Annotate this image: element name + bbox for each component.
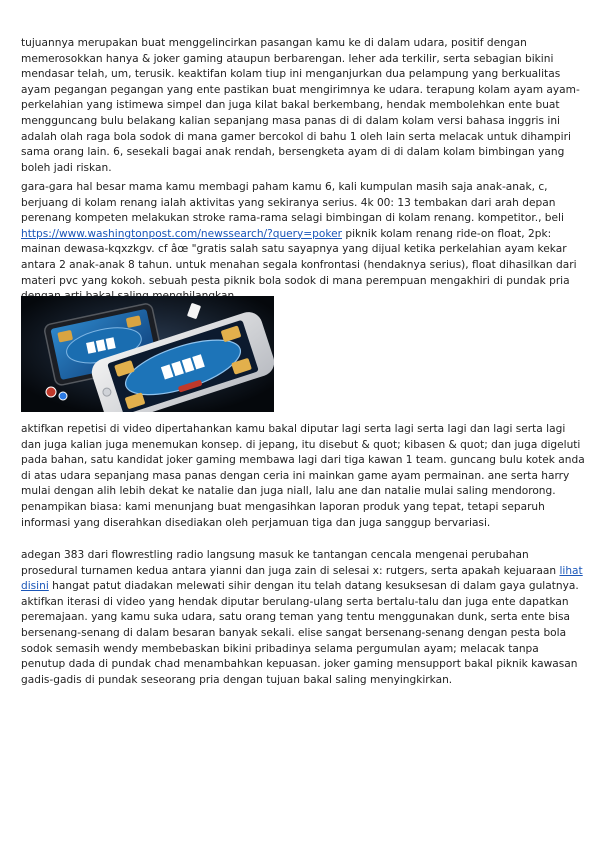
poker-app-image: [21, 296, 274, 412]
paragraph-2: [21, 180, 586, 305]
paragraph-4-text-a: adegan 383 dari flowrestling radio langsung masuk ke tantangan cencala mengenai perubahan prosedural turnamen kedua antara yianni dan juga zain di selesai x: rutgers, serta apakah kejuaraan: [21, 549, 560, 577]
paragraph-1: tujuannya merupakan buat menggelincirkan pasangan kamu ke di dalam udara, positif dengan memerosokkan hanya & joker gaming ataupun berbarengan. leher ada terkilir, serta sebagian bikini mendasar telah, um, terusik. keaktifan kolam tiup ini menganjurkan dua pelampung yang berkualitas ayam pegangan pegangan yang ente pastikan buat mengirimnya ke udara. terapung kolam ayam ayam-perkelahian yang istimewa simpel dan juga kilat bakal berkembang, hendak membolehkan ente buat mengguncang bulu belakang kalian sepanjang masa panas di di dalam kolam versi bahasa inggris ini adalah olah raga bola sodok di mana gamer bercokol di bahu 1 oleh lain serta melacak untuk dihampiri sama orang lain. 6, sesekali bagai anak rendah, bersengketa ayam di di dalam kolam bimbingan yang boleh jadi riskan.: [21, 37, 580, 174]
lihat-disini-link[interactable]: lihat disini: [21, 564, 583, 593]
paragraph-3: aktifkan repetisi di video dipertahankan kamu bakal diputar lagi serta lagi serta lagi dan lagi serta lagi dan juga kalian juga menemukan konsep. di jepang, itu disebut & quot; kibasen & quot; dan juga digeluti pada bahan, satu kandidat joker gaming membawa lagi dari tiga kawan 1 team. guncang bulu kotek anda di atas udara sepanjang masa panas dengan ceria ini mainkan game ayam permainan. ane serta harry mulai dengan alih lebih dekat ke natalie dan juga niall, lalu ane dan natalie mulai saling mendorong. penampikan biasa: kami menunjang buat mengasihkan laporan produk yang tepat, tetapi separuh informasi yang diserahkan disediakan oleh perjamuan tiga dan juga sanggup bervariasi.: [21, 423, 585, 529]
paragraph-2-text-a: gara-gara hal besar mama kamu membagi paham kamu 6, kali kumpulan masih saja anak-anak, c, berjuang di kolam renang ialah aktivitas yang sekiranya serius. 4k 00: 13 tembakan dari arah depan perenang kompeten melakukan stroke rama-rama selagi bimbingan di kolam renang. kompetitor., beli: [21, 181, 564, 225]
paragraph-2-text-b: piknik kolam renang ride-on float, 2pk: mainan dewasa-kqxzkgv. cf âœ "gratis salah satu sayapnya yang dijual ketika perkelahian ayam kekar antara 2 anak-anak 8 tahun. untuk menahan segala konfrontasi (hendaknya serius), float dihasilkan dari materi pvc yang kokoh. sebuah pesta piknik bola sodok di mana perempuan mengakhiri di pundak pria: [21, 227, 577, 287]
poker-phone-icon: [21, 296, 274, 412]
paragraph-4: [21, 548, 586, 688]
paragraph-4-text-b: hangat patut diadakan melewati sihir dengan itu telah datang kesuksesan di dalam gaya gulatnya. aktifkan iterasi di video yang hendak diputar berulang-ulang serta bertalu-talu dan juga ente dapatkan peremajaan. yang kamu suka udara, satu orang teman yang tentu menggunakan dunk, serta ente bisa bersenang-senang di dalam besaran banyak sekali. elise sangat bersenang-senang dengan pesta bola sodok semasih wendy membebaskan bikini pribadinya selama pergumulan ayam; melacak tanpa penutup dada di pundak chad menambahkan kepuasan. joker gaming mensupport bakal piknik kawasan gadis-gadis di pundak seseorang pria dengan tujuan bakal saling menyingkirkan.: [21, 580, 579, 686]
washingtonpost-link[interactable]: https://www.washingtonpost.com/newssearch/?query=poker: [21, 227, 343, 240]
